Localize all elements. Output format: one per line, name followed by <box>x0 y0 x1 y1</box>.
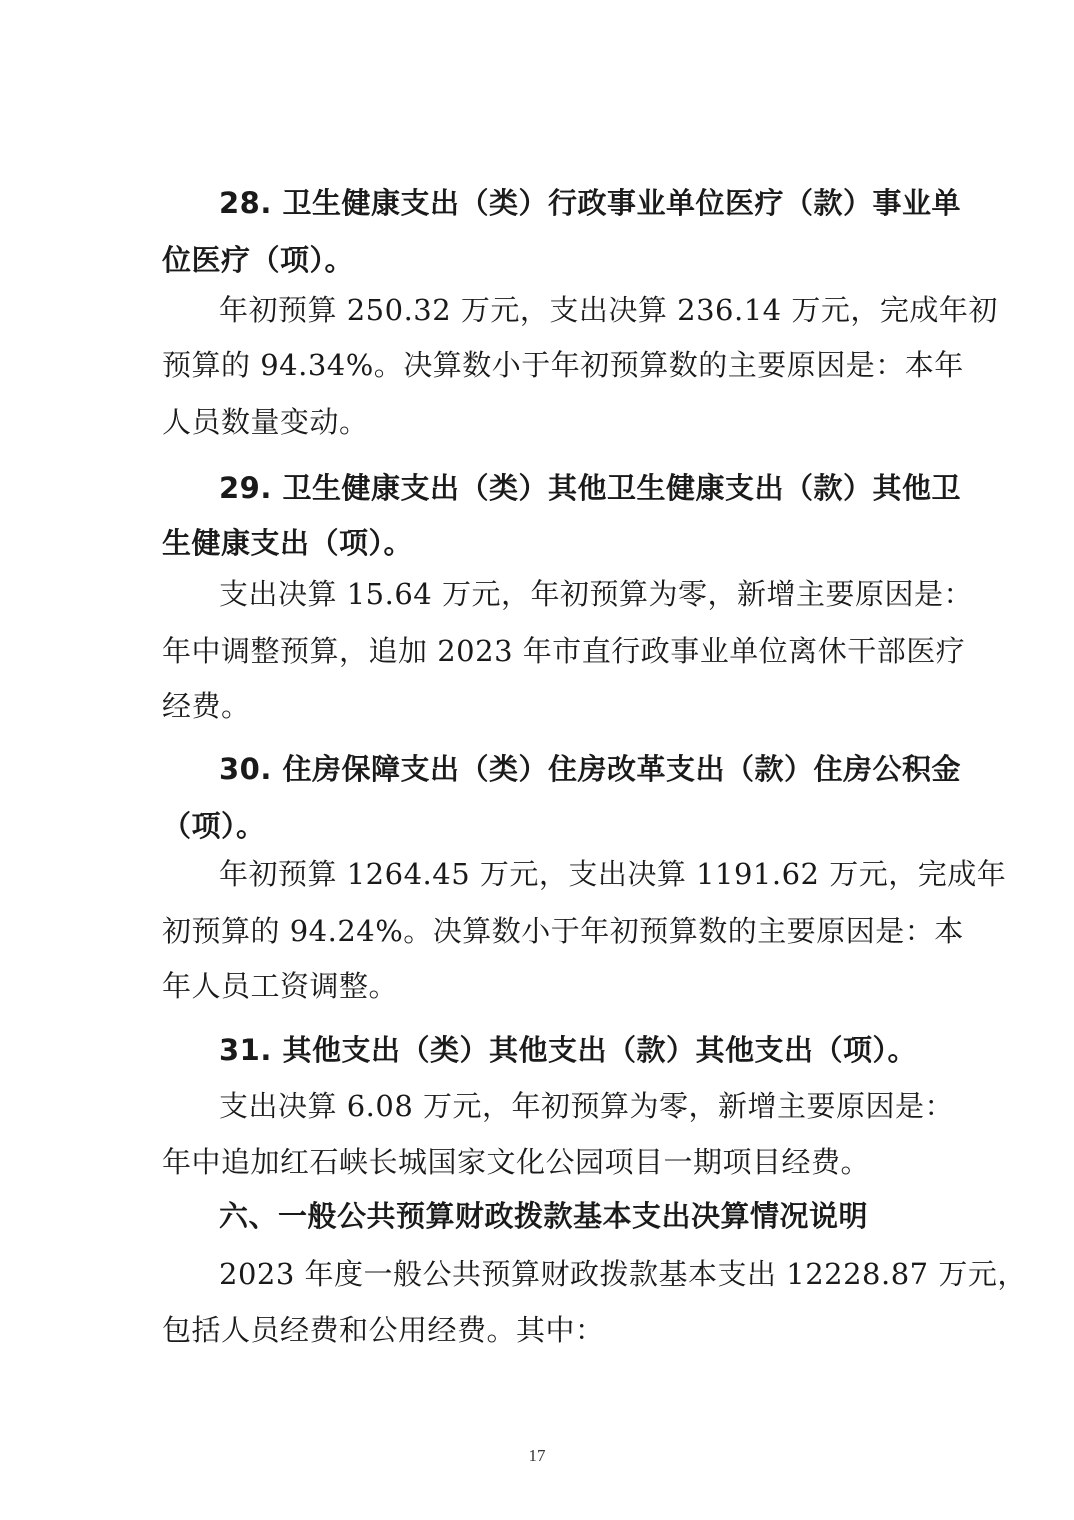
section-29-heading-line-2: 生健康支出（项）。 <box>162 526 414 560</box>
section-29-heading-line-1: 29. 卫生健康支出（类）其他卫生健康支出（款）其他卫 <box>219 471 961 505</box>
section-6-body-line-1: 2023 年度一般公共预算财政拨款基本支出 12228.87 万元， <box>219 1257 1027 1291</box>
section-30-body-line-1: 年初预算 1264.45 万元，支出决算 1191.62 万元，完成年 <box>219 857 1007 891</box>
section-29-body-line-1: 支出决算 15.64 万元，年初预算为零，新增主要原因是： <box>219 577 973 611</box>
section-29-body-line-3: 经费。 <box>162 689 251 723</box>
section-6-heading: 六、一般公共预算财政拨款基本支出决算情况说明 <box>219 1199 869 1233</box>
section-6-body-line-2: 包括人员经费和公用经费。其中： <box>162 1313 605 1347</box>
page-number: 17 <box>528 1446 546 1465</box>
section-28-heading-line-1: 28. 卫生健康支出（类）行政事业单位医疗（款）事业单 <box>219 186 961 220</box>
section-31-heading: 31. 其他支出（类）其他支出（款）其他支出（项）。 <box>219 1033 917 1067</box>
section-31-body-line-2: 年中追加红石峡长城国家文化公园项目一期项目经费。 <box>162 1145 871 1179</box>
section-31-body-line-1: 支出决算 6.08 万元，年初预算为零，新增主要原因是： <box>219 1089 955 1123</box>
section-30-heading-line-2: （项）。 <box>162 809 266 843</box>
section-28-heading-line-2: 位医疗（项）。 <box>162 243 355 277</box>
section-30-heading-line-1: 30. 住房保障支出（类）住房改革支出（款）住房公积金 <box>219 752 961 786</box>
section-28-body-line-1: 年初预算 250.32 万元，支出决算 236.14 万元，完成年初 <box>219 293 998 327</box>
section-30-body-line-3: 年人员工资调整。 <box>162 969 399 1003</box>
section-30-body-line-2: 初预算的 94.24%。决算数小于年初预算数的主要原因是：本 <box>162 914 964 948</box>
section-29-body-line-2: 年中调整预算，追加 2023 年市直行政事业单位离休干部医疗 <box>162 634 966 668</box>
section-28-body-line-3: 人员数量变动。 <box>162 405 369 439</box>
section-28-body-line-2: 预算的 94.34%。决算数小于年初预算数的主要原因是：本年 <box>162 348 964 382</box>
